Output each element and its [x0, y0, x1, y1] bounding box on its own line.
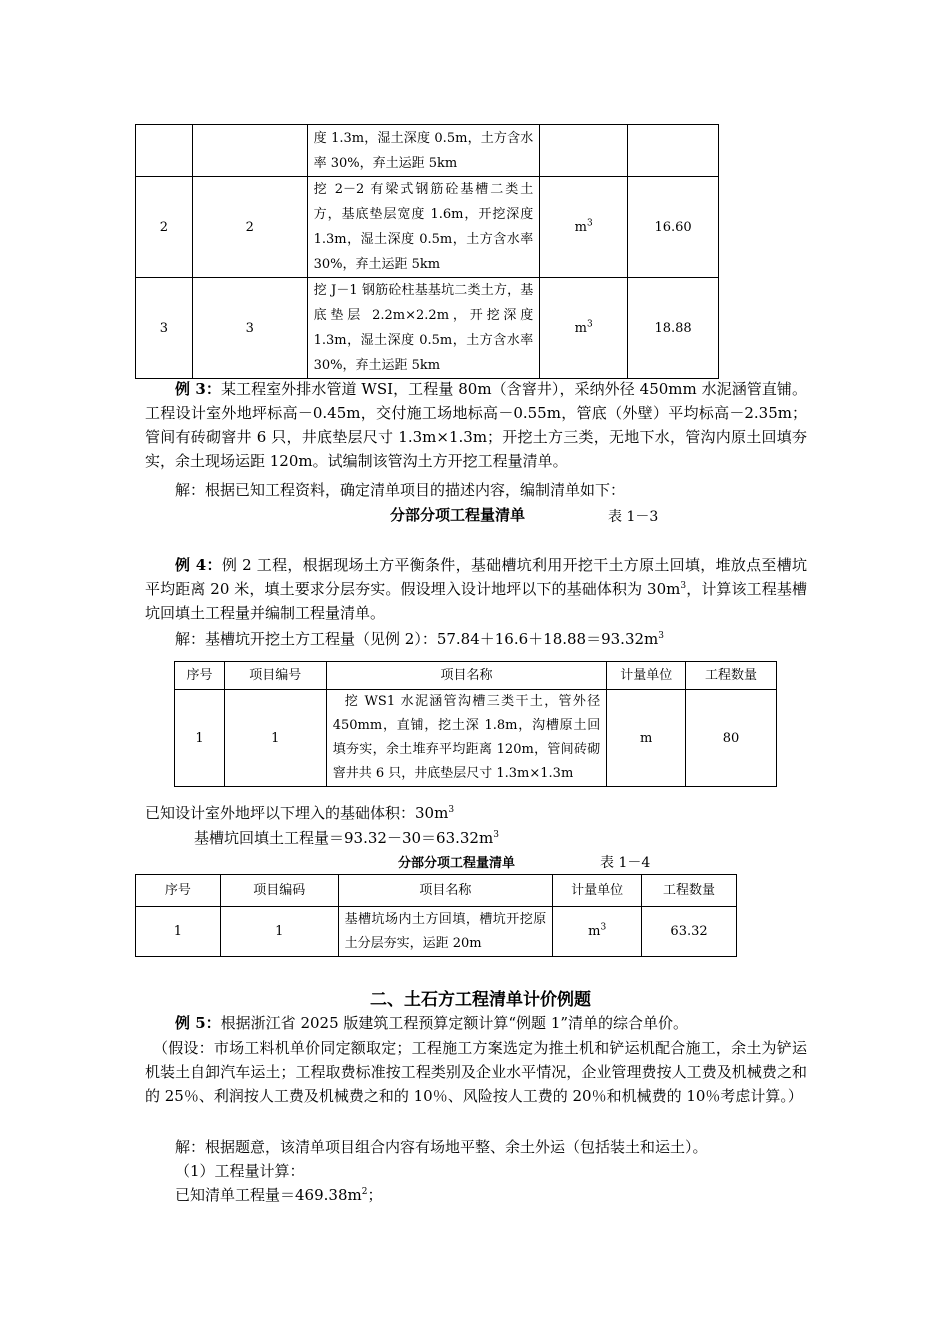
unit-sup: 3 — [586, 218, 593, 229]
code-cell: 1 — [220, 907, 338, 957]
header-name: 项目名称 — [338, 875, 553, 907]
table-13-title: 分部分项工程量清单 — [390, 506, 526, 524]
qty-cell: 18.88 — [628, 278, 719, 379]
table-row — [136, 177, 719, 278]
code-cell: 3 — [192, 278, 307, 379]
example5-paragraph — [145, 1011, 807, 1035]
desc-cell: 度 1.3m，湿土深度 0.5m，土方含水率 30%，弃土运距 5km — [307, 125, 540, 177]
assumption-paragraph: （假设：市场工料机单价同定额取定；工程施工方案选定为推土机和铲运机配合施工，余土为铲运机装土自卸汽车运土；工程取费标准按工程类别及企业水平情况，企业管理费按人工费及机械费之和的 25％、利润按人工费及机械费之和的 10％、风险按人工费的 20％和机械费的 10％考虑计算。） — [145, 1039, 807, 1105]
unit-cell — [540, 125, 628, 177]
known-line-2-text: 基槽坑回填土工程量＝93.32－30＝63.32m — [194, 829, 494, 847]
known-line-1 — [145, 801, 807, 825]
table-row — [175, 690, 777, 787]
seq-cell: 1 — [136, 907, 221, 957]
seq-cell: 2 — [136, 177, 193, 278]
unit-text: m — [574, 320, 587, 336]
desc-cell: 挖 J－1 钢筋砼柱基基坑二类土方，基底垫层 2.2m×2.2m，开挖深度 1.3m，湿土深度 0.5m，土方含水率 30%，弃土运距 5km — [307, 278, 540, 379]
seq-cell: 1 — [175, 690, 225, 787]
desc-cell: 挖 2－2 有梁式钢筋砼基槽二类土方，基底垫层宽度 1.6m，开挖深度 1.3m，湿土深度 0.5m，土方含水率 30%，弃土运距 5km — [307, 177, 540, 278]
example4-lead: 例 4： — [175, 556, 222, 574]
quantity-end: ； — [367, 1186, 383, 1204]
seq-cell — [136, 125, 193, 177]
table-row — [136, 125, 719, 177]
header-name: 项目名称 — [326, 662, 607, 690]
desc-cell: 挖 WS1 水泥涵管沟槽三类干土，管外径 450mm，直铺，挖土深 1.8m，沟槽原土回填夯实，余土堆弃平均距离 120m，管间砖砌窨井共 6 只，井底垫层尺寸 1.3m×1.3m — [326, 690, 607, 787]
quantity-sup: 2 — [361, 1187, 368, 1197]
known-line-2-sup: 3 — [493, 830, 499, 840]
qty-cell: 80 — [686, 690, 777, 787]
header-seq: 序号 — [136, 875, 221, 907]
header-unit: 计量单位 — [553, 875, 642, 907]
header-qty: 工程数量 — [686, 662, 777, 690]
known-line-2 — [194, 826, 856, 850]
table-1-3 — [174, 661, 777, 787]
seq-cell: 3 — [136, 278, 193, 379]
header-qty: 工程数量 — [642, 875, 737, 907]
desc-cell: 基槽坑场内土方回填，槽坑开挖原土分层夯实，运距 20m — [338, 907, 553, 957]
quantity-line — [145, 1183, 807, 1207]
qty-cell — [628, 125, 719, 177]
example3-text: 某工程室外排水管道 WSI，工程量 80m（含窨井），采纳外径 450mm 水泥涵管直铺。工程设计室外地坪标高－0.45m，交付施工场地标高－0.55m，管底（外壁）平均标高－2.35m；管间有砖砌窨井 6 只，井底垫层尺寸 1.3m×1.3m；开挖土方三类，无地下水，管沟内原土回填夯实，余土现场运距 120m。试编制该管沟土方开挖工程量清单。 — [145, 380, 807, 470]
code-cell: 1 — [224, 690, 326, 787]
example4-paragraph — [145, 553, 807, 625]
table-14-title: 分部分项工程量清单 — [398, 856, 516, 871]
quantity-text: 已知清单工程量＝469.38m — [175, 1186, 362, 1204]
unit-cell: m — [607, 690, 686, 787]
header-code: 项目编号 — [224, 662, 326, 690]
table-13-number: 表 1－3 — [608, 509, 659, 525]
code-cell: 2 — [192, 177, 307, 278]
example4-text-b: ，计算该工程基槽坑回填土工程量并编制工程量清单。 — [145, 580, 807, 622]
example4-sup: 3 — [680, 581, 687, 591]
table-header-row — [136, 875, 737, 907]
section-heading: 二、土石方工程清单计价例题 — [370, 990, 591, 1010]
unit-cell — [540, 177, 628, 278]
code-cell — [192, 125, 307, 177]
header-unit: 计量单位 — [607, 662, 686, 690]
qty-cell: 63.32 — [642, 907, 737, 957]
example5-lead: 例 5： — [175, 1014, 221, 1032]
example4-solution-sup: 3 — [658, 631, 664, 641]
table-14-number: 表 1－4 — [600, 855, 651, 871]
example3-solution: 解：根据已知工程资料，确定清单项目的描述内容，编制清单如下： — [175, 481, 626, 499]
header-code: 项目编码 — [220, 875, 338, 907]
table-header-row — [175, 662, 777, 690]
example4-solution — [145, 627, 807, 651]
step-1-label: （1）工程量计算： — [175, 1162, 305, 1180]
example4-solution-text: 解：基槽坑开挖土方工程量（见例 2）：57.84＋16.6＋18.88＝93.32m — [175, 630, 659, 648]
table-row — [136, 278, 719, 379]
table-row — [136, 907, 737, 957]
continuation-table — [135, 124, 719, 379]
example5-text: 根据浙江省 2025 版建筑工程预算定额计算“例题 1”清单的综合单价。 — [220, 1014, 689, 1032]
unit-text: m — [588, 924, 601, 939]
example3-lead: 例 3： — [175, 380, 221, 398]
example3-paragraph — [145, 377, 807, 473]
unit-cell — [540, 278, 628, 379]
example4-text-a: 例 2 工程，根据现场土方平衡条件，基础槽坑利用开挖干土方原土回填，堆放点至槽坑平均距离 20 米，填土要求分层夯实。假设埋入设计地坪以下的基础体积为 30m — [145, 556, 807, 598]
unit-cell — [553, 907, 642, 957]
unit-sup: 3 — [586, 319, 593, 330]
qty-cell: 16.60 — [628, 177, 719, 278]
header-seq: 序号 — [175, 662, 225, 690]
known-line-1-text: 已知设计室外地坪以下埋入的基础体积：30m — [145, 804, 449, 822]
example5-solution: 解：根据题意，该清单项目组合内容有场地平整、余土外运（包括装土和运土）。 — [175, 1138, 708, 1156]
unit-text: m — [574, 219, 587, 235]
unit-sup: 3 — [600, 922, 607, 933]
known-line-1-sup: 3 — [448, 805, 455, 815]
table-1-4 — [135, 874, 737, 957]
